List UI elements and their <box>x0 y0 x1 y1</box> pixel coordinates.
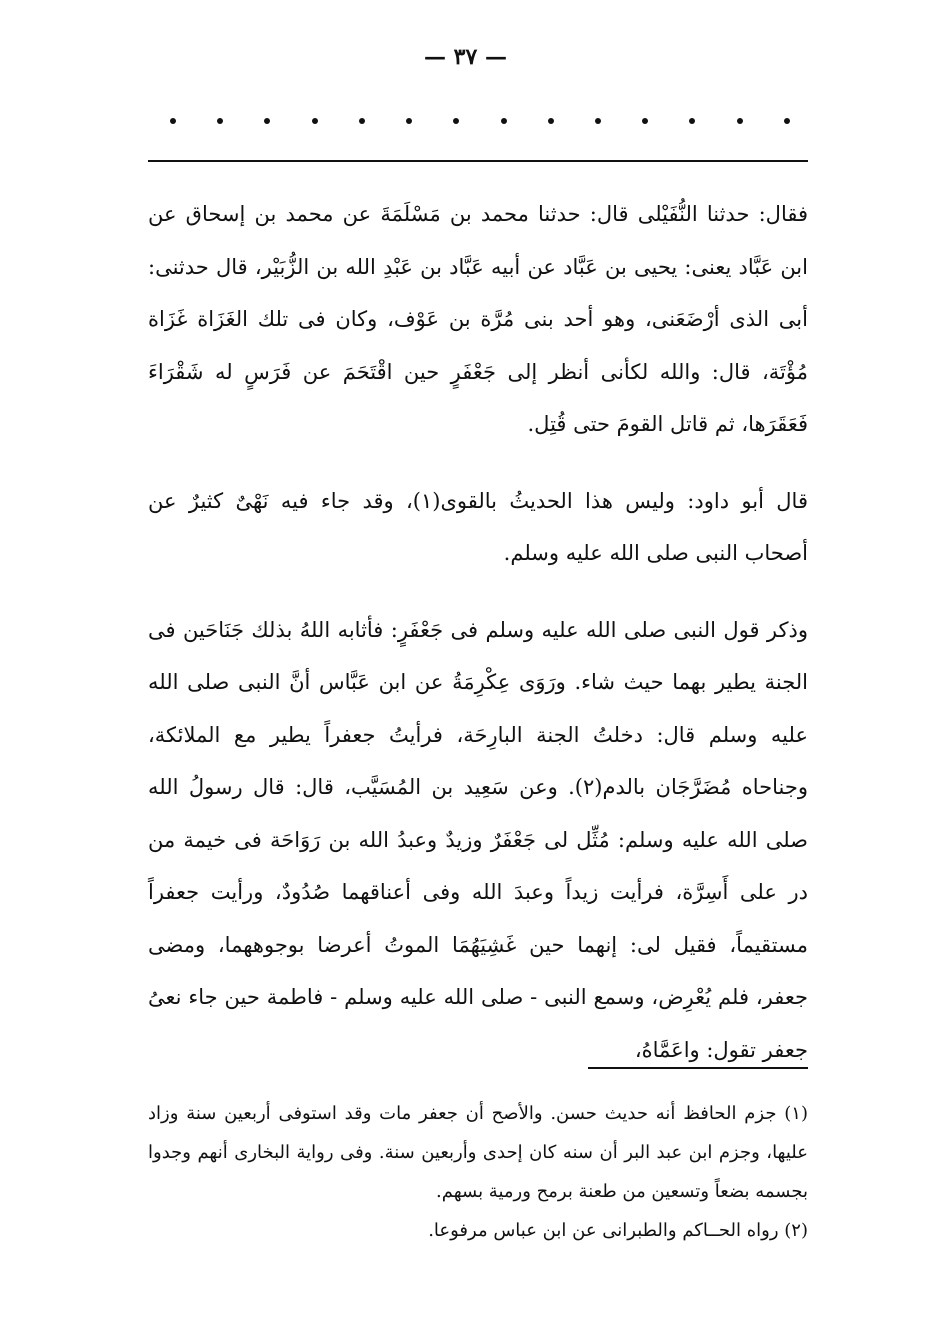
separator-dot <box>642 118 648 124</box>
separator-dot <box>784 118 790 124</box>
separator-dot <box>595 118 601 124</box>
main-text <box>148 188 808 1076</box>
separator-dots <box>170 118 790 124</box>
separator-dot <box>453 118 459 124</box>
separator-dot <box>359 118 365 124</box>
separator-dot <box>501 118 507 124</box>
header-rule <box>148 160 808 162</box>
paragraph: وذكر قول النبى صلى الله عليه وسلم فى جَعْفَرٍ: فأثابه اللهُ بذلك جَنَاحَين فى الجنة يطير بهما حيث شاء. ورَوَى عِكْرِمَةُ عن ابن عَبَّاس أنَّ النبى صلى الله عليه وسلم قال: دخلتُ الجنة البارِحَة، فرأيتُ جعفراً يطير مع الملائكة، وجناحاه مُضَرَّجَان بالدم(٢). وعن سَعِيد بن المُسَيَّب، قال: قال رسولُ الله صلى الله عليه وسلم: مُثِّل لى جَعْفَرٌ وزيدٌ وعبدُ الله بن رَوَاحَة فى خيمة من در على أَسِرَّة، فرأيت زيداً وعبدَ الله وفى أعناقهما صُدُودٌ، ورأيت جعفراً مستقيماً، فقيل لى: إنهما حين غَشِيَهُمَا الموتُ أعرضا بوجوههما، ومضى جعفر، فلم يُعْرِض، وسمع النبى - صلى الله عليه وسلم - فاطمة حين جاء نعىُ جعفر تقول: واعَمَّاهُ، <box>148 617 808 1062</box>
separator-dot <box>264 118 270 124</box>
paragraph: فقال: حدثنا النُّفَيْلى قال: حدثنا محمد بن مَسْلَمَةَ عن محمد بن إسحاق عن ابن عَبَّاد يعنى: يحيى بن عَبَّاد عن أبيه عَبَّاد بن عَبْدِ الله بن الزُّبَيْر، قال حدثنى: أبى الذى أرْضَعَنى، وهو أحد بنى مُرَّة بن عَوْف، وكان فى تلك الغَزَاة غَزَاة مُؤْتَة، قال: والله لكأنى أنظر إلى جَعْفَرٍ حين اقْتَحَمَ عن فَرَسٍ له شَقْرَاءَ فَعَقَرَها، ثم قاتل القومَ حتى قُتِل. <box>148 202 808 436</box>
separator-dot <box>217 118 223 124</box>
paragraph: قال أبو داود: وليس هذا الحديثُ بالقوى(١)، وقد جاء فيه نَهْىٌ كثيرٌ عن أصحاب النبى صلى الله عليه وسلم. <box>148 488 808 565</box>
page-number: — ٣٧ — <box>424 44 507 70</box>
footnote: (٢) رواه الحــاكم والطبرانى عن ابن عباس مرفوعا. <box>428 1220 808 1241</box>
footnote-rule <box>588 1067 808 1069</box>
separator-dot <box>737 118 743 124</box>
footnote: (١) جزم الحافظ أنه حديث حسن. والأصح أن جعفر مات وقد استوفى أربعين سنة وزاد عليها، وجزم ابن عبد البر أن سنه كان إحدى وأربعين سنة. وفى رواية البخارى أنهم وجدوا بجسمه بضعاً وتسعين من طعنة برمح ورمية بسهم. <box>148 1103 808 1202</box>
footnotes <box>148 1094 808 1250</box>
separator-dot <box>406 118 412 124</box>
separator-dot <box>548 118 554 124</box>
separator-dot <box>170 118 176 124</box>
separator-dot <box>312 118 318 124</box>
separator-dot <box>689 118 695 124</box>
